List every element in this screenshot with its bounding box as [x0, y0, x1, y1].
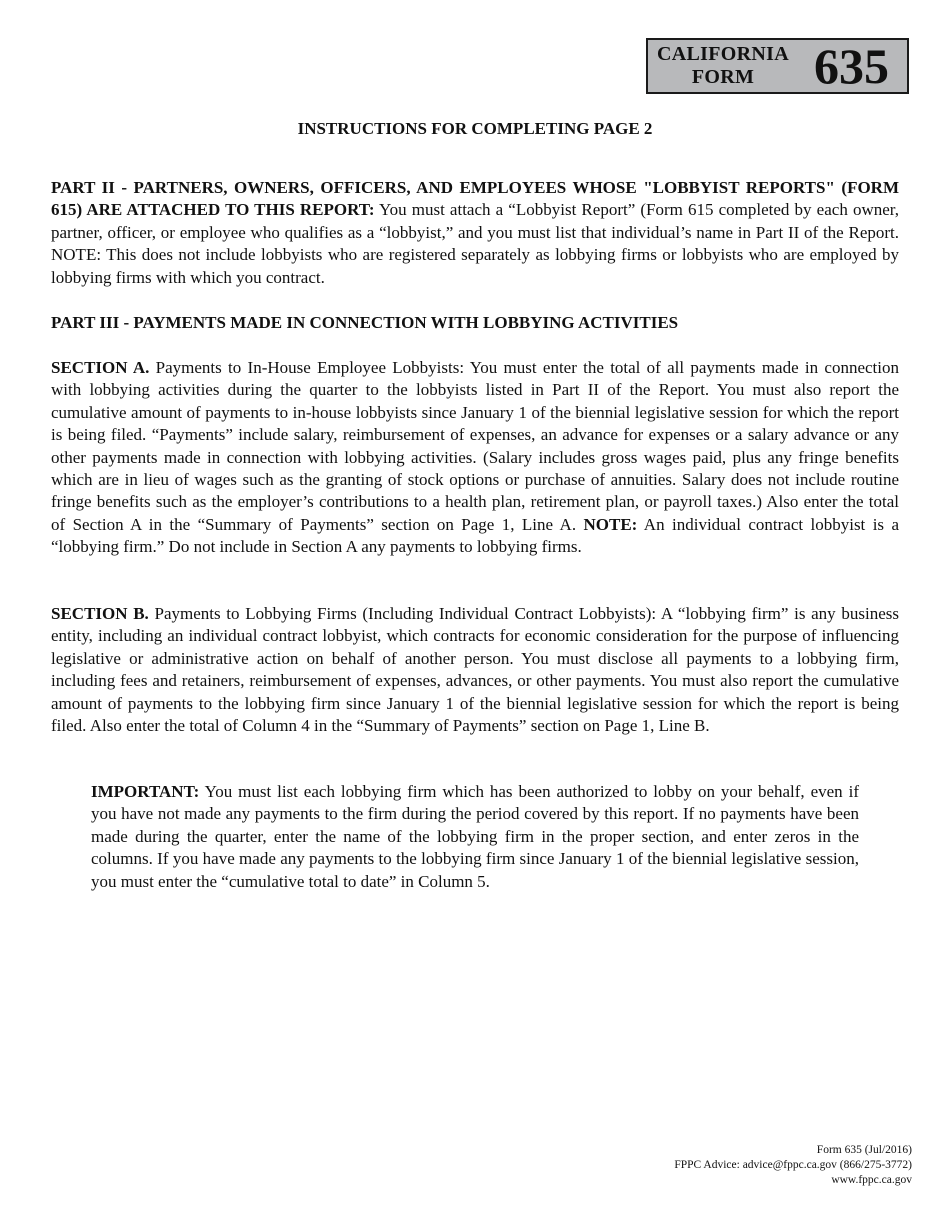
footer-form-version: Form 635 (Jul/2016) — [816, 1144, 912, 1156]
section-b-paragraph — [51, 603, 899, 737]
important-label: IMPORTANT: — [91, 782, 200, 801]
form-label-california: CALIFORNIA — [657, 43, 789, 65]
part2-paragraph — [51, 177, 899, 289]
footer — [674, 1143, 912, 1188]
important-body: You must list each lobbying firm which has been authorized to lobby on your behalf, even if you have not made any payments to the firm during the period covered by this report. If no payments have been made during the quarter, enter the name of the lobbying firm in the proper section, and enter zeros in the columns. If you have made any payments to the lobbying firm since January 1 of the biennial legislative session, you must enter the “cumulative total to date” in Column 5. — [91, 782, 859, 891]
footer-website: www.fppc.ca.gov — [831, 1174, 912, 1186]
section-a-title: SECTION A. — [51, 358, 150, 377]
form-number-box — [646, 38, 909, 94]
form-number: 635 — [814, 38, 889, 94]
form-label-form: FORM — [691, 66, 755, 88]
part2-body: You must attach a “Lobbyist Report” (Form 615 completed by each owner, partner, officer, or employee who qualifies as a “lobbyist,” and you must list that individual’s name in Part II of the Report. NOTE: This does not include lobbyists who are registered separately as lobbying firms or lobbyists who are employed by lobbying firms with which you contract. — [51, 200, 899, 287]
section-a-note-body: An individual contract lobbyist is a “lobbying firm.” Do not include in Section A any payments to lobbying firms. — [51, 514, 899, 557]
footer-advice: FPPC Advice: advice@fppc.ca.gov (866/275-3772) — [674, 1159, 912, 1171]
section-b-title: SECTION B. — [51, 604, 149, 623]
section-a-body: Payments to In-House Employee Lobbyists: You must enter the total of all payments made in connection with lobbying activities during the quarter to the lobbyists listed in Part II of the Report. You must also report the cumulative amount of payments to in-house lobbyists since January 1 of the biennial legislative session for which the report is being filed. “Payments” include salary, reimbursement of expenses, an advance for expenses or a salary advance or any other payments made in connection with lobbying activities. (Salary includes gross wages paid, plus any fringe benefits which are in lieu of wages such as the granting of stock options or purchase of annuities. Salary does not include routine fringe benefits such as the employer’s contributions to a health plan, retirement plan, or payroll taxes.) Also enter the total of Section A in the “Summary of Payments” section on Page 1, Line A. — [51, 358, 899, 534]
page-title: INSTRUCTIONS FOR COMPLETING PAGE 2 — [297, 119, 653, 138]
part3-title: PART III - PAYMENTS MADE IN CONNECTION WITH LOBBYING ACTIVITIES — [51, 313, 679, 332]
section-a-note-label: NOTE: — [583, 514, 638, 534]
part2-title: PART II - PARTNERS, OWNERS, OFFICERS, AND EMPLOYEES WHOSE "LOBBYIST REPORTS" (FORM 615) ARE ATTACHED TO THIS REPORT: — [51, 178, 899, 220]
section-a-paragraph — [51, 357, 899, 559]
form-label — [648, 43, 798, 89]
section-b-body: Payments to Lobbying Firms (Including Individual Contract Lobbyists): A “lobbying firm” is any business entity, including an individual contract lobbyist, which contracts for economic consideration for the purpose of influencing legislative or administrative action on behalf of another person. You must disclose all payments to a lobbying firm, including fees and retainers, reimbursement of expenses, advances, or other payments. You must also report the cumulative amount of payments to the lobbying firm since January 1 of the biennial legislative session for which the report is being filed. Also enter the total of Column 4 in the “Summary of Payments” section on Page 1, Line B. — [51, 604, 899, 736]
important-paragraph — [91, 781, 859, 893]
